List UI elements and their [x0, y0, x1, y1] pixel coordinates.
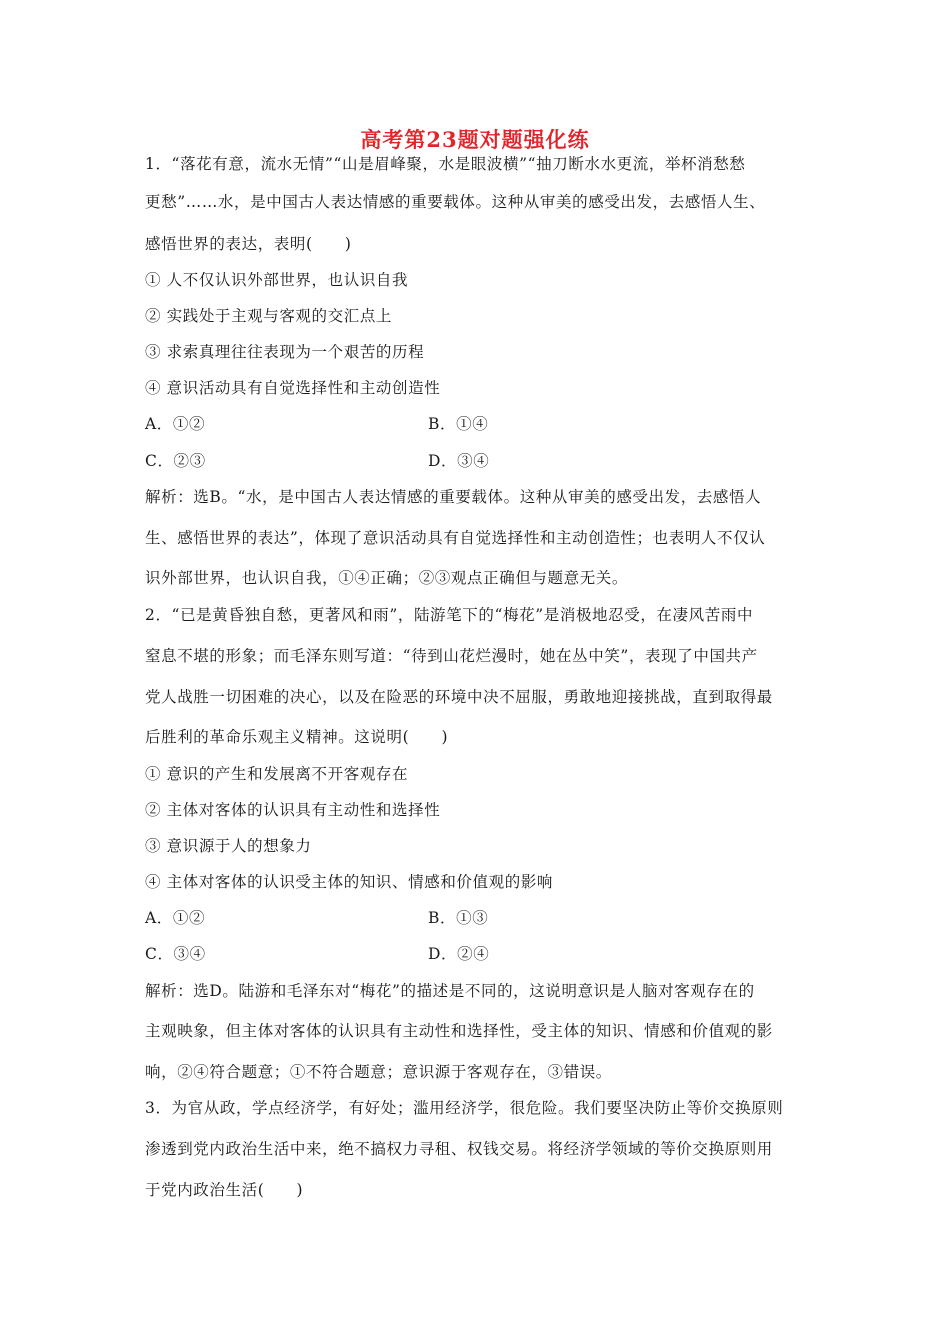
q1-analysis-line-1: 解析：选B。“水，是中国古人表达情感的重要载体。这种从审美的感受出发，去感悟人: [145, 488, 762, 506]
q1-stem-line-2: 更愁”……水，是中国古人表达情感的重要载体。这种从审美的感受出发，去感悟人生、: [145, 193, 766, 211]
q1-stem-line-3: 感悟世界的表达，表明( ): [145, 235, 352, 253]
q2-stem-line-1: 2．“已是黄昏独自愁，更著风和雨”，陆游笔下的“梅花”是消极地忍受，在凄风苦雨中: [145, 606, 754, 624]
q2-analysis-line-2: 主观映象，但主体对客体的认识具有主动性和选择性，受主体的知识、情感和价值观的影: [145, 1022, 773, 1040]
q3-stem-line-2: 渗透到党内政治生活中来，绝不搞权力寻租、权钱交易。将经济学领域的等价交换原则用: [145, 1140, 773, 1158]
q1-option-a: A．①②: [145, 415, 206, 433]
q2-option-d: D．②④: [428, 945, 490, 963]
q1-option-b: B．①④: [428, 415, 489, 433]
q2-analysis-line-3: 响，②④符合题意；①不符合题意；意识源于客观存在，③错误。: [145, 1063, 612, 1081]
q3-stem-line-1: 3．为官从政，学点经济学，有好处；滥用经济学，很危险。我们要坚决防止等价交换原则: [145, 1099, 784, 1117]
q1-stem-line-1: 1．“落花有意，流水无情”“山是眉峰聚，水是眼波横”“抽刀断水水更流，举杯消愁愁: [145, 155, 746, 173]
q2-option-c: C．③④: [145, 945, 206, 963]
q1-option-d: D．③④: [428, 452, 490, 470]
page-title: 高考第23题对题强化练: [360, 127, 590, 152]
q1-item-3: ③ 求索真理往往表现为一个艰苦的历程: [145, 343, 425, 361]
q2-item-2: ② 主体对客体的认识具有主动性和选择性: [145, 801, 441, 819]
q2-stem-line-3: 党人战胜一切困难的决心，以及在险恶的环境中决不屈服，勇敢地迎接挑战，直到取得最: [145, 688, 773, 706]
q2-option-b: B．①③: [428, 909, 489, 927]
q2-item-4: ④ 主体对客体的认识受主体的知识、情感和价值观的影响: [145, 873, 554, 891]
q2-stem-line-2: 窒息不堪的形象；而毛泽东则写道：“待到山花烂漫时，她在丛中笑”，表现了中国共产: [145, 647, 758, 665]
q1-item-4: ④ 意识活动具有自觉选择性和主动创造性: [145, 379, 441, 397]
q1-analysis-line-3: 识外部世界，也认识自我，①④正确；②③观点正确但与题意无关。: [145, 569, 629, 587]
q1-item-2: ② 实践处于主观与客观的交汇点上: [145, 307, 393, 325]
q2-stem-line-4: 后胜利的革命乐观主义精神。这说明( ): [145, 728, 449, 746]
q1-option-c: C．②③: [145, 452, 206, 470]
q1-analysis-line-2: 生、感悟世界的表达”，体现了意识活动具有自觉选择性和主动创造性；也表明人不仅认: [145, 529, 766, 547]
q2-option-a: A．①②: [145, 909, 206, 927]
q3-stem-line-3: 于党内政治生活( ): [145, 1181, 304, 1199]
q2-analysis-line-1: 解析：选D。陆游和毛泽东对“梅花”的描述是不同的，这说明意识是人脑对客观存在的: [145, 982, 755, 1000]
q2-item-3: ③ 意识源于人的想象力: [145, 837, 312, 855]
q1-item-1: ① 人不仅认识外部世界，也认识自我: [145, 271, 409, 289]
q2-item-1: ① 意识的产生和发展离不开客观存在: [145, 765, 409, 783]
